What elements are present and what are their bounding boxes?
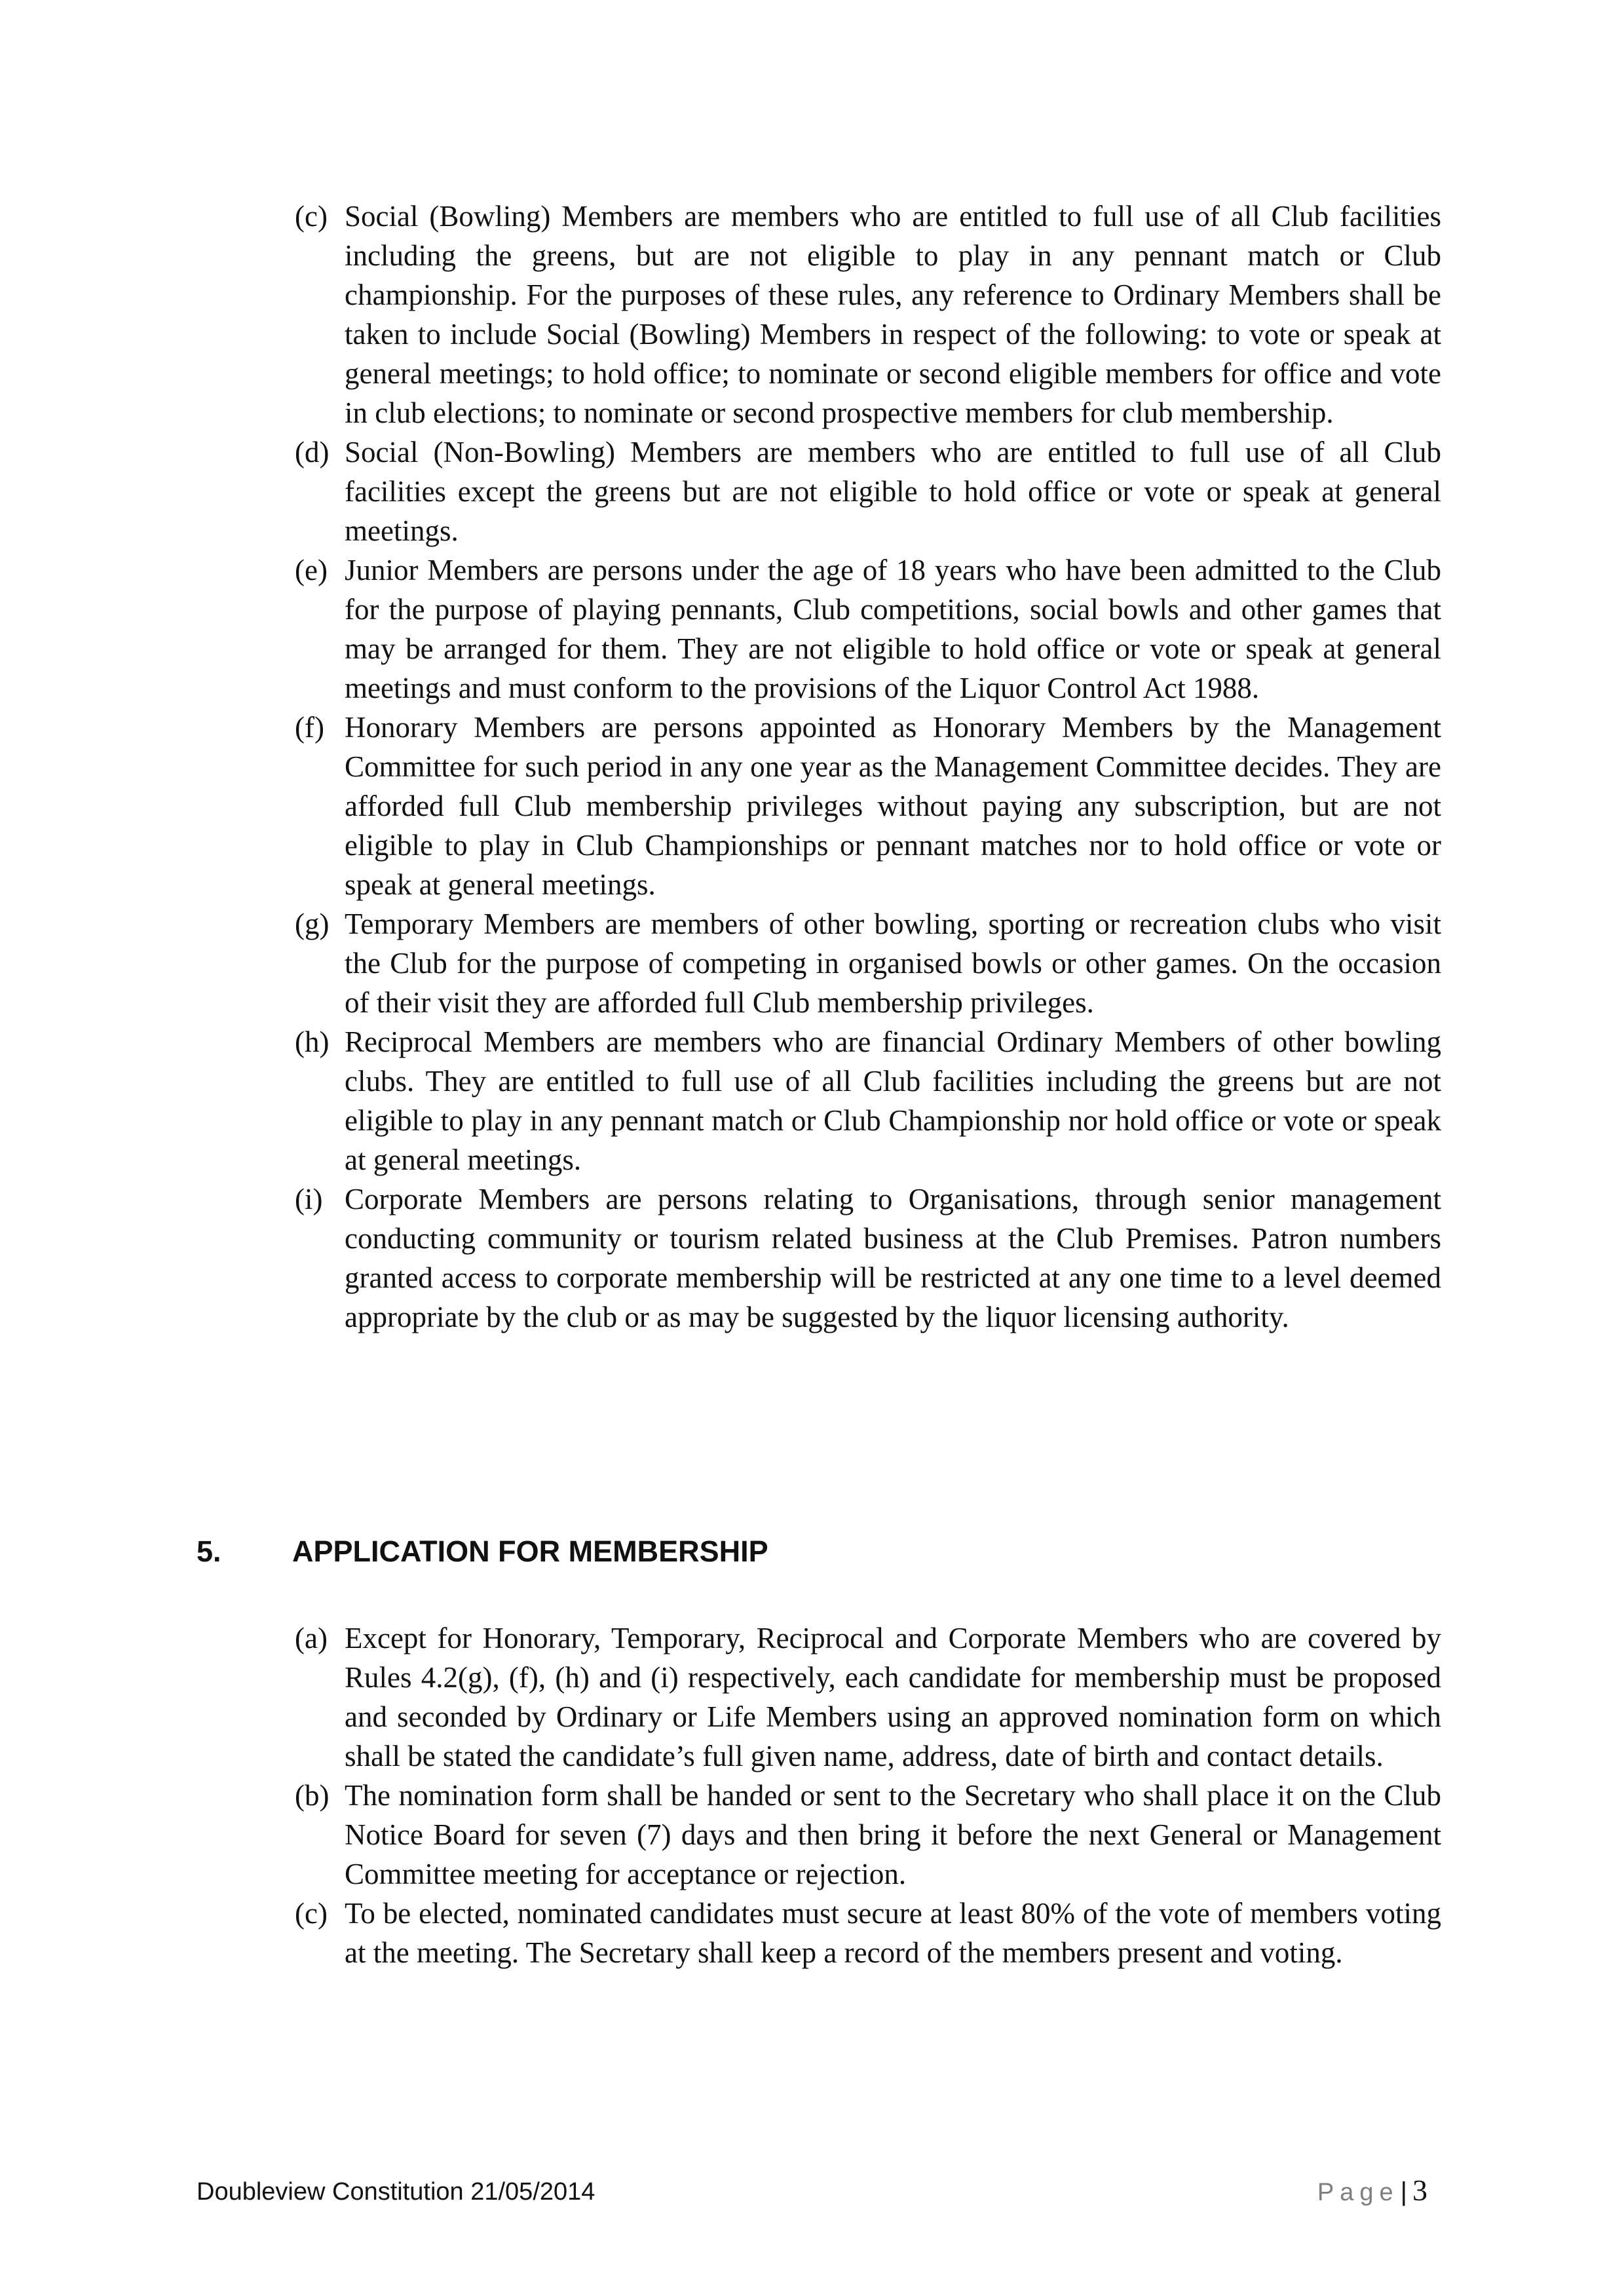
list-item-text: Except for Honorary, Temporary, Reciprocal and Corporate Members who are covered by Rules 4.2(g), (f), (h) and (i) respectively, each candidate for membership must be proposed and seconded by Ordinary or Life Members using an approved nomination form on which shall be stated the candidate’s full given name, address, date of birth and contact details.: [345, 1622, 1441, 1772]
application-rules-list: [295, 1618, 1441, 1972]
list-marker: (a): [295, 1622, 328, 1655]
list-item: [295, 708, 1441, 904]
list-marker: (i): [295, 1183, 323, 1215]
list-marker: (d): [295, 436, 330, 469]
list-item: [295, 432, 1441, 550]
page-label: Page: [1317, 2179, 1399, 2206]
page-number: 3: [1412, 2173, 1427, 2207]
list-item-text: The nomination form shall be handed or sent to the Secretary who shall place it on the Club Notice Board for seven (7) days and then bring it before the next General or Management Committee meeting for acceptance or rejection.: [345, 1779, 1441, 1890]
list-item-text: Junior Members are persons under the age of 18 years who have been admitted to the Club for the purpose of playing pennants, Club competitions, social bowls and other games that may be arranged for them. They are not eligible to hold office or vote or speak at general meetings and must conform to the provisions of the Liquor Control Act 1988.: [345, 554, 1441, 704]
list-marker: (c): [295, 1897, 328, 1930]
list-marker: (c): [295, 200, 328, 233]
list-marker: (b): [295, 1779, 330, 1812]
list-item: [295, 550, 1441, 708]
list-item-text: To be elected, nominated candidates must secure at least 80% of the vote of members voting at the meeting. The Secretary shall keep a record of the members present and voting.: [345, 1897, 1441, 1969]
list-item: [295, 904, 1441, 1022]
list-item: [295, 1022, 1441, 1179]
section-title: APPLICATION FOR MEMBERSHIP: [292, 1535, 768, 1568]
list-item: [295, 1618, 1441, 1776]
list-item-text: Reciprocal Members are members who are financial Ordinary Members of other bowling clubs. They are entitled to full use of all Club facilities including the greens but are not eligible to play in any pennant match or Club Championship nor hold office or vote or speak at general meetings.: [345, 1025, 1441, 1176]
list-item: [295, 1179, 1441, 1337]
footer-page-indicator: [1317, 2173, 1427, 2210]
list-marker: (e): [295, 554, 328, 586]
page-separator: |: [1400, 2177, 1407, 2206]
list-item: [295, 197, 1441, 432]
list-item-text: Social (Bowling) Members are members who are entitled to full use of all Club facilities including the greens, but are not eligible to play in any pennant match or Club championship. For the purposes of these rules, any reference to Ordinary Members shall be taken to include Social (Bowling) Members in respect of the following: to vote or speak at general meetings; to hold office; to nominate or second eligible members for office and vote in club elections; to nominate or second prospective members for club membership.: [345, 200, 1441, 429]
list-item: [295, 1776, 1441, 1894]
footer-document-title: Doubleview Constitution 21/05/2014: [197, 2178, 595, 2206]
list-item-text: Temporary Members are members of other bowling, sporting or recreation clubs who visit the Club for the purpose of competing in organised bowls or other games. On the occasion of their visit they are afforded full Club membership privileges.: [345, 908, 1441, 1019]
list-item: [295, 1894, 1441, 1972]
list-marker: (h): [295, 1025, 330, 1058]
list-item-text: Social (Non-Bowling) Members are members who are entitled to full use of all Club facilities except the greens but are not eligible to hold office or vote or speak at general meetings.: [345, 436, 1441, 547]
list-item-text: Corporate Members are persons relating to Organisations, through senior management conducting community or tourism related business at the Club Premises. Patron numbers granted access to corporate membership will be restricted at any one time to a level deemed appropriate by the club or as may be suggested by the liquor licensing authority.: [345, 1183, 1441, 1333]
membership-types-list: [295, 197, 1441, 1337]
list-marker: (g): [295, 908, 330, 940]
section-number: 5.: [197, 1535, 221, 1568]
list-marker: (f): [295, 711, 324, 744]
list-item-text: Honorary Members are persons appointed as Honorary Members by the Management Committee for such period in any one year as the Management Committee decides. They are afforded full Club membership privileges without paying any subscription, but are not eligible to play in Club Championships or pennant matches nor to hold office or vote or speak at general meetings.: [345, 711, 1441, 901]
section-heading: [197, 1532, 768, 1571]
